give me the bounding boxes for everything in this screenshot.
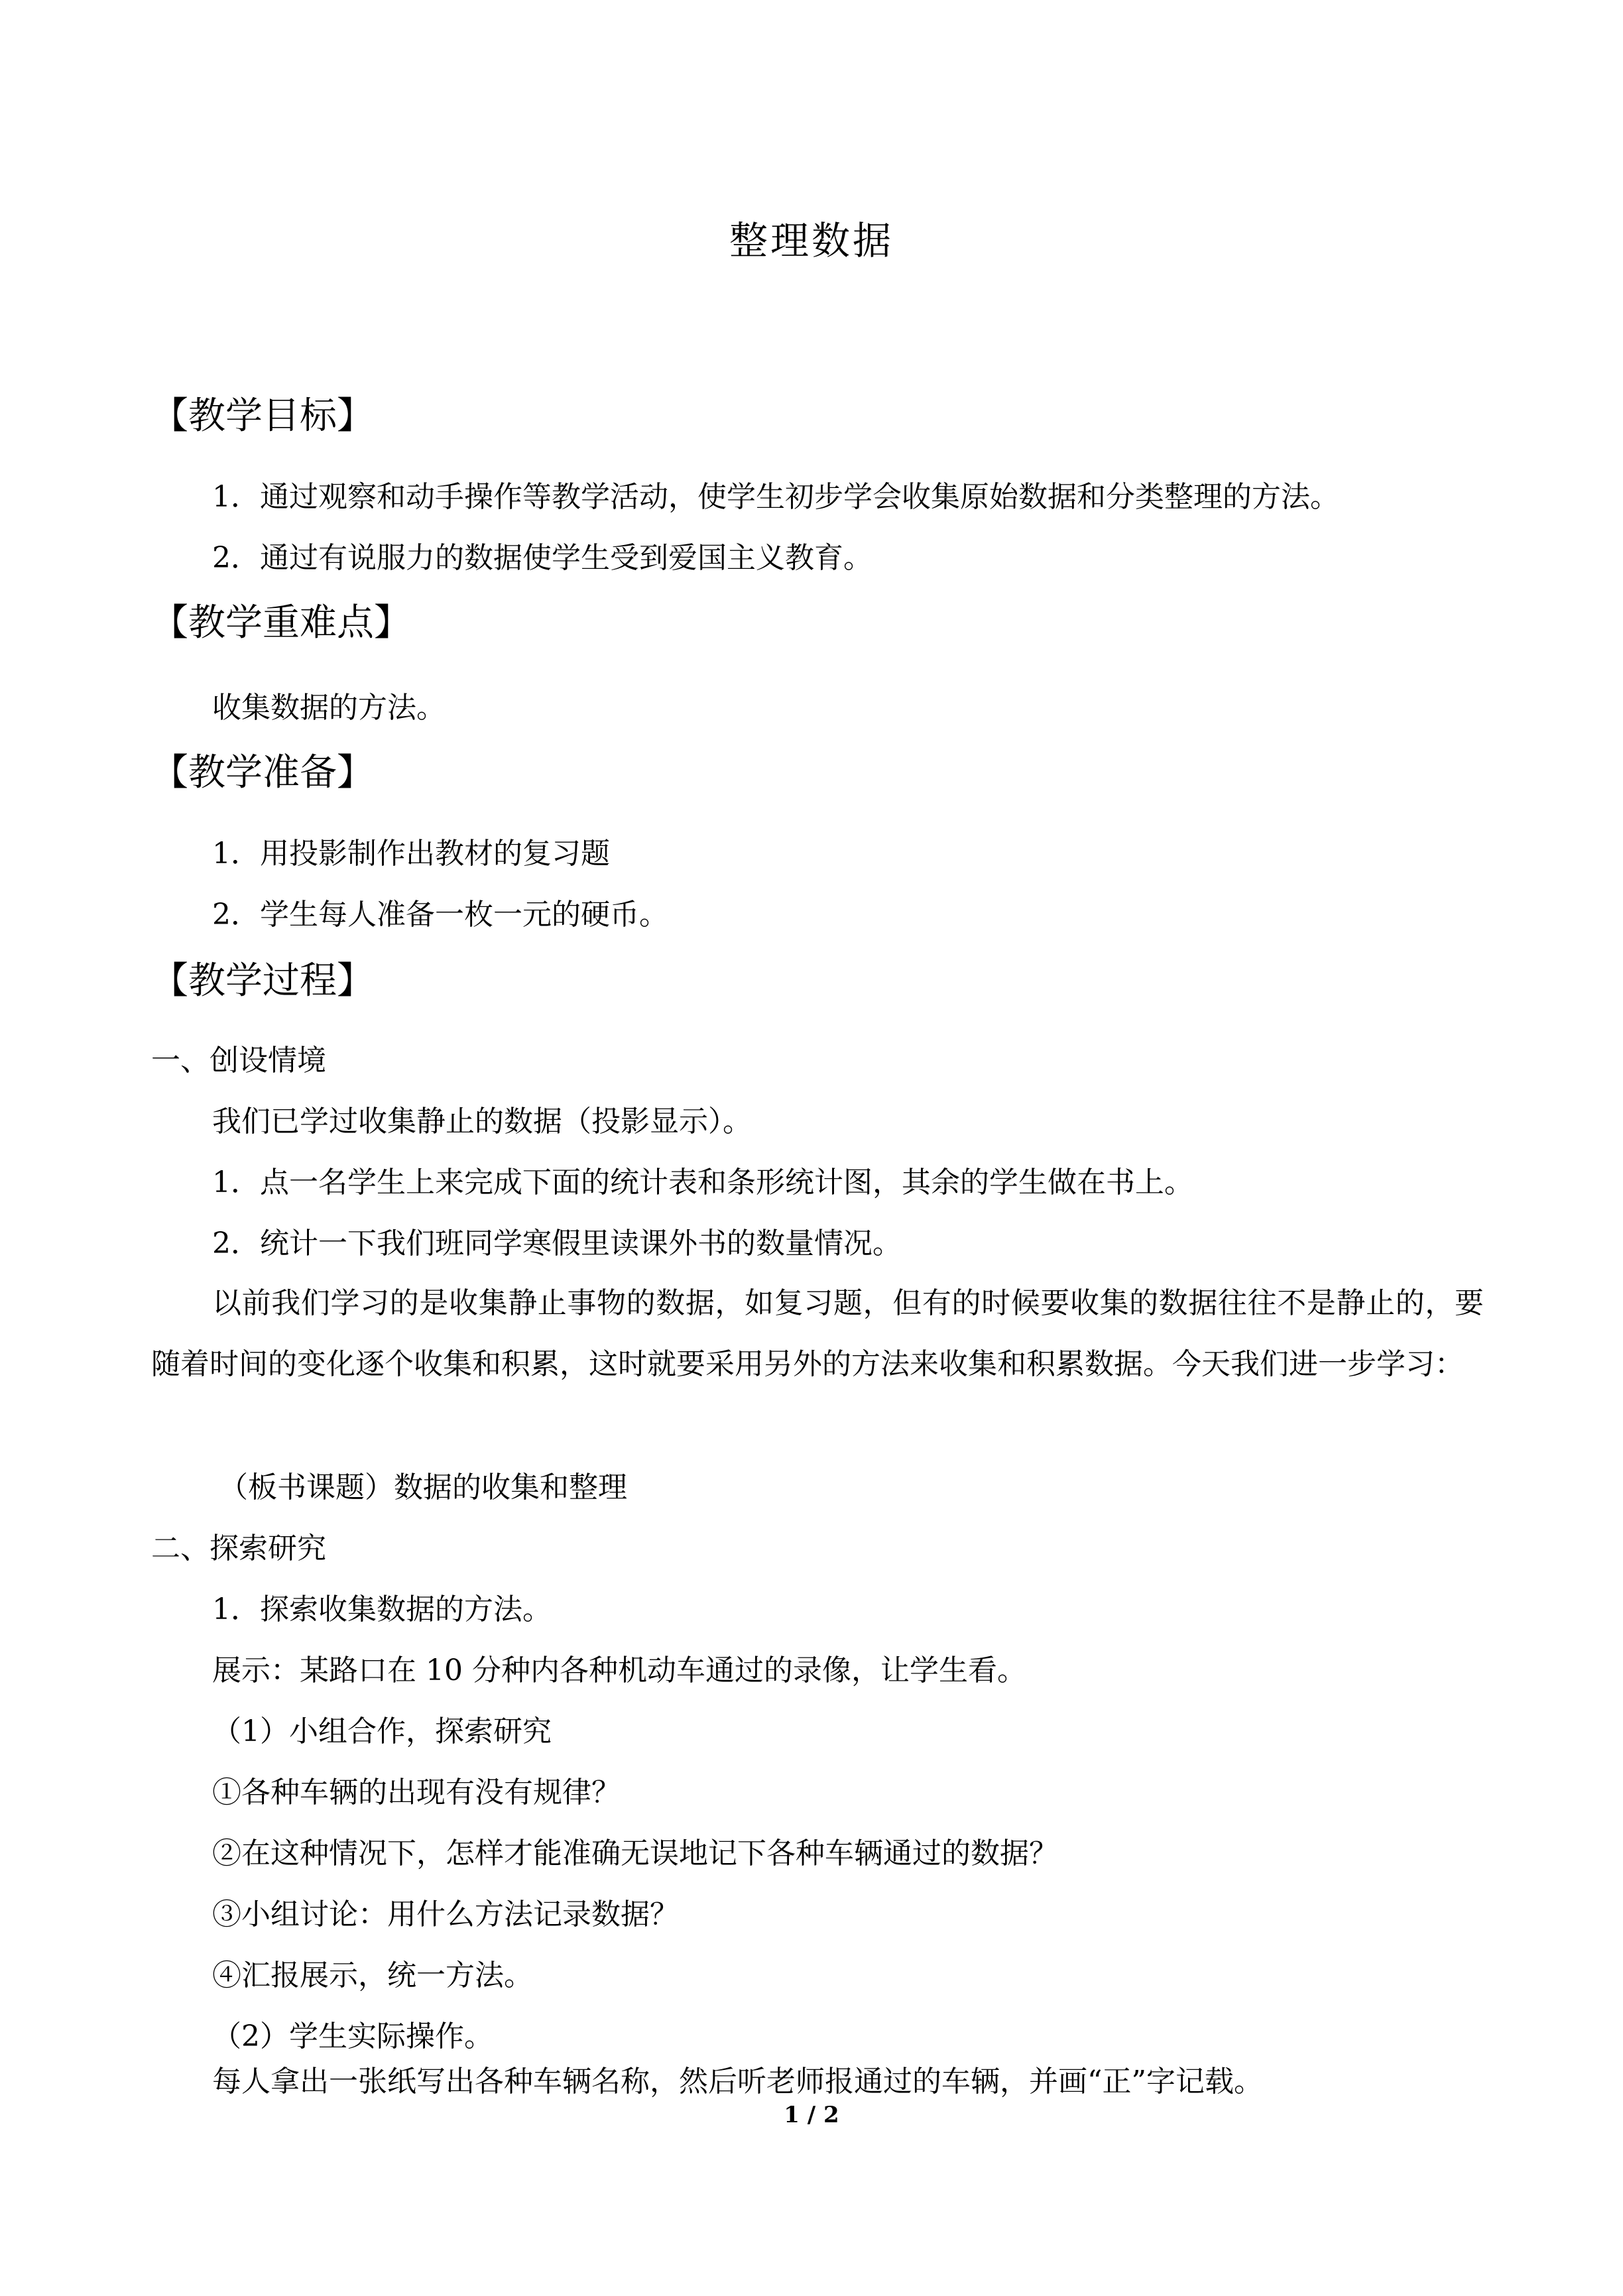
part1-title: 一、创设情境: [151, 1044, 326, 1077]
part2-sub-2: （2）学生实际操作。: [212, 2020, 493, 2053]
question-4: ④汇报展示，统一方法。: [212, 1959, 533, 1992]
heading-key-points: 【教学重难点】: [151, 601, 411, 644]
key-points-text: 收集数据的方法。: [212, 691, 446, 725]
question-2: ②在这种情况下，怎样才能准确无误地记下各种车辆通过的数据？: [212, 1837, 1058, 1870]
part1-intro: 我们已学过收集静止的数据（投影显示）。: [212, 1105, 752, 1138]
page-number: 1 / 2: [784, 2102, 839, 2128]
page-title: 整理数据: [729, 218, 894, 263]
part1-item-1: 1．点一名学生上来完成下面的统计表和条形统计图，其余的学生做在书上。: [212, 1166, 1193, 1199]
part2-item-1: 1．探索收集数据的方法。: [212, 1593, 552, 1626]
heading-process: 【教学过程】: [151, 959, 374, 1002]
heading-preparation: 【教学准备】: [151, 751, 374, 794]
part1-item-2: 2．统计一下我们班同学寒假里读课外书的数量情况。: [212, 1227, 902, 1260]
question-1: ①各种车辆的出现有没有规律？: [212, 1776, 621, 1809]
part2-show: 展示：某路口在 10 分种内各种机动车通过的录像，让学生看。: [212, 1654, 1026, 1687]
question-3: ③小组讨论：用什么方法记录数据？: [212, 1898, 679, 1931]
part2-sub-1: （1）小组合作，探索研究: [212, 1715, 552, 1748]
heading-objectives: 【教学目标】: [151, 394, 374, 438]
part1-paragraph: 以前我们学习的是收集静止事物的数据，如复习题，但有的时候要收集的数据往往不是静止的，要随着时间的变化逐个收集和积累，这时就要采用另外的方法来收集和积累数据。今天我们进一步学习：: [151, 1286, 1484, 1381]
board-title: （板书课题）数据的收集和整理: [219, 1471, 627, 1504]
preparation-item-1: 1．用投影制作出教材的复习题: [212, 837, 610, 871]
objective-item-1: 1．通过观察和动手操作等教学活动，使学生初步学会收集原始数据和分类整理的方法。: [212, 480, 1339, 514]
objective-item-2: 2．通过有说服力的数据使学生受到爱国主义教育。: [212, 541, 872, 575]
part2-last: 每人拿出一张纸写出各种车辆名称，然后听老师报通过的车辆，并画“正”字记载。: [212, 2065, 1263, 2098]
part2-title: 二、探索研究: [151, 1532, 326, 1565]
preparation-item-2: 2．学生每人准备一枚一元的硬币。: [212, 898, 668, 932]
